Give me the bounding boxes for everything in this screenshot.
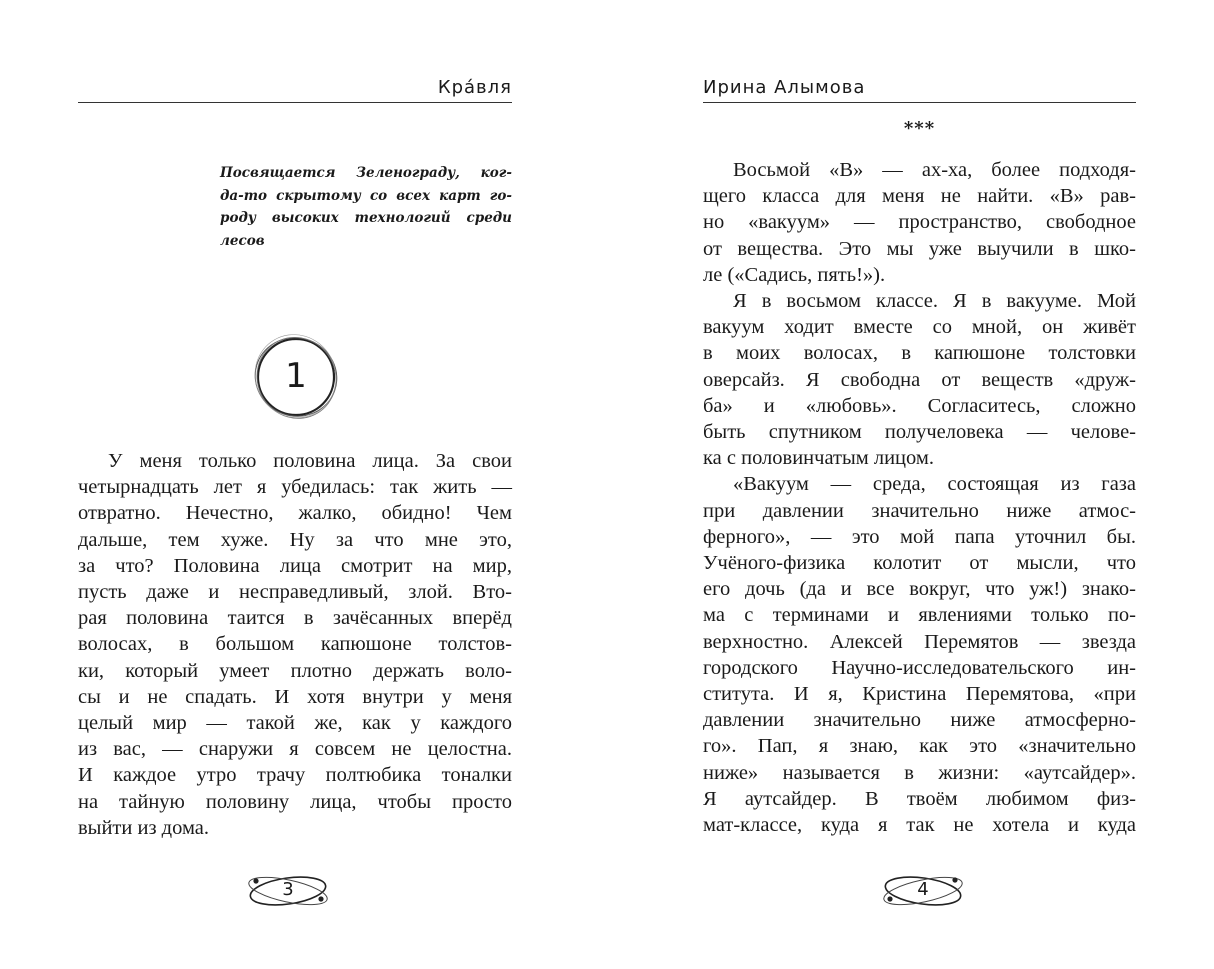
text-line: И каждое утро трачу полтюбика тоналки	[78, 764, 512, 787]
section-break: ***	[903, 118, 936, 139]
dedication-line: Посвящается Зеленограду, ког-	[220, 165, 512, 181]
text-line: дальше, тем хуже. Ну за что мне это,	[78, 528, 512, 551]
text-line: Я аутсайдер. В твоём любимом физ-	[703, 787, 1136, 810]
chapter-text	[703, 157, 1136, 838]
text-line: от вещества. Это мы уже выучили в шко-	[703, 237, 1136, 260]
chapter-number: 1	[285, 356, 307, 396]
text-line: «Вакуум — среда, состоящая из газа	[733, 473, 1136, 496]
text-line: в моих волосах, в капюшоне толстовки	[703, 342, 1136, 365]
text-line: отвратно. Нечестно, жалко, обидно! Чем	[78, 502, 512, 525]
text-line: щего класса для меня не найти. «В» рав-	[703, 185, 1136, 208]
text-line: Учёного-физика колотит от мысли, что	[703, 552, 1136, 575]
text-line: верхностно. Алексей Перемятов — звезда	[703, 630, 1136, 653]
text-line: его дочь (да и все вокруг, что уж!) знако-	[703, 578, 1136, 601]
text-line: волосах, в большом капюшоне толстов-	[78, 633, 512, 656]
text-line: но «вакуум» — пространство, свободное	[703, 211, 1136, 234]
page-number-badge	[244, 866, 332, 916]
text-line: го». Пап, я знаю, как это «значительно	[703, 735, 1136, 758]
text-line: ле («Садись, пять!»).	[703, 263, 886, 286]
text-line: сы и не спадать. И хотя внутри у меня	[78, 685, 512, 708]
text-line: четырнадцать лет я убедилась: так жить —	[78, 476, 512, 499]
text-line: из вас, — снаружи я совсем не целостна.	[78, 738, 512, 761]
text-line: ниже» называется в жизни: «аутсайдер».	[703, 761, 1136, 784]
text-line: за что? Половина лица смотрит на мир,	[78, 554, 512, 577]
text-line: Восьмой «В» — ах-ха, более подходя-	[733, 159, 1136, 181]
text-line: целый мир — такой же, как у каждого	[78, 712, 512, 735]
dedication-line: да-то скрытому со всех карт го-	[220, 187, 512, 204]
dedication	[220, 162, 512, 252]
text-line: выйти из дома.	[78, 816, 210, 839]
text-line: ферного», — это мой папа уточнил бы.	[703, 525, 1136, 548]
text-line: пусть даже и несправедливый, злой. Вто-	[78, 581, 512, 604]
text-line: ма с терминами и явлениями только по-	[703, 604, 1136, 627]
text-line: ститута. И я, Кристина Перемятова, «при	[703, 683, 1136, 706]
running-head-book-title: Кра́вля	[78, 76, 512, 103]
text-line: рая половина таится в зачёсанных вперёд	[78, 607, 512, 630]
text-line: давлении значительно ниже атмосферно-	[703, 709, 1136, 732]
running-head-author: Ирина Алымова	[703, 76, 1136, 103]
chapter-text	[78, 448, 512, 841]
text-line: при давлении значительно ниже атмос-	[703, 499, 1136, 522]
dedication-line: роду высоких технологий среди	[220, 210, 512, 226]
text-line: мат-классе, куда я так не хотела и куда	[703, 814, 1136, 837]
text-line: быть спутником получеловека — челове-	[703, 421, 1136, 444]
text-line: У меня только половина лица. За свои	[108, 450, 512, 472]
text-line: ка с половинчатым лицом.	[703, 447, 934, 470]
page-number-badge	[879, 866, 967, 916]
text-line: Я в восьмом классе. Я в вакууме. Мой	[733, 290, 1136, 313]
page-number: 4	[917, 879, 929, 900]
text-line: вакуум ходит вместе со мной, он живёт	[703, 316, 1136, 339]
dedication-line: лесов	[220, 232, 265, 249]
text-line: ба» и «любовь». Согласитесь, сложно	[703, 394, 1136, 417]
text-line: городского Научно-исследовательского ин-	[703, 656, 1136, 679]
text-line: оверсайз. Я свободна от веществ «друж-	[703, 368, 1136, 391]
page-number: 3	[282, 879, 294, 900]
text-line: на тайную половину лица, чтобы просто	[78, 790, 512, 813]
text-line: ки, который умеет плотно держать воло-	[78, 659, 512, 682]
